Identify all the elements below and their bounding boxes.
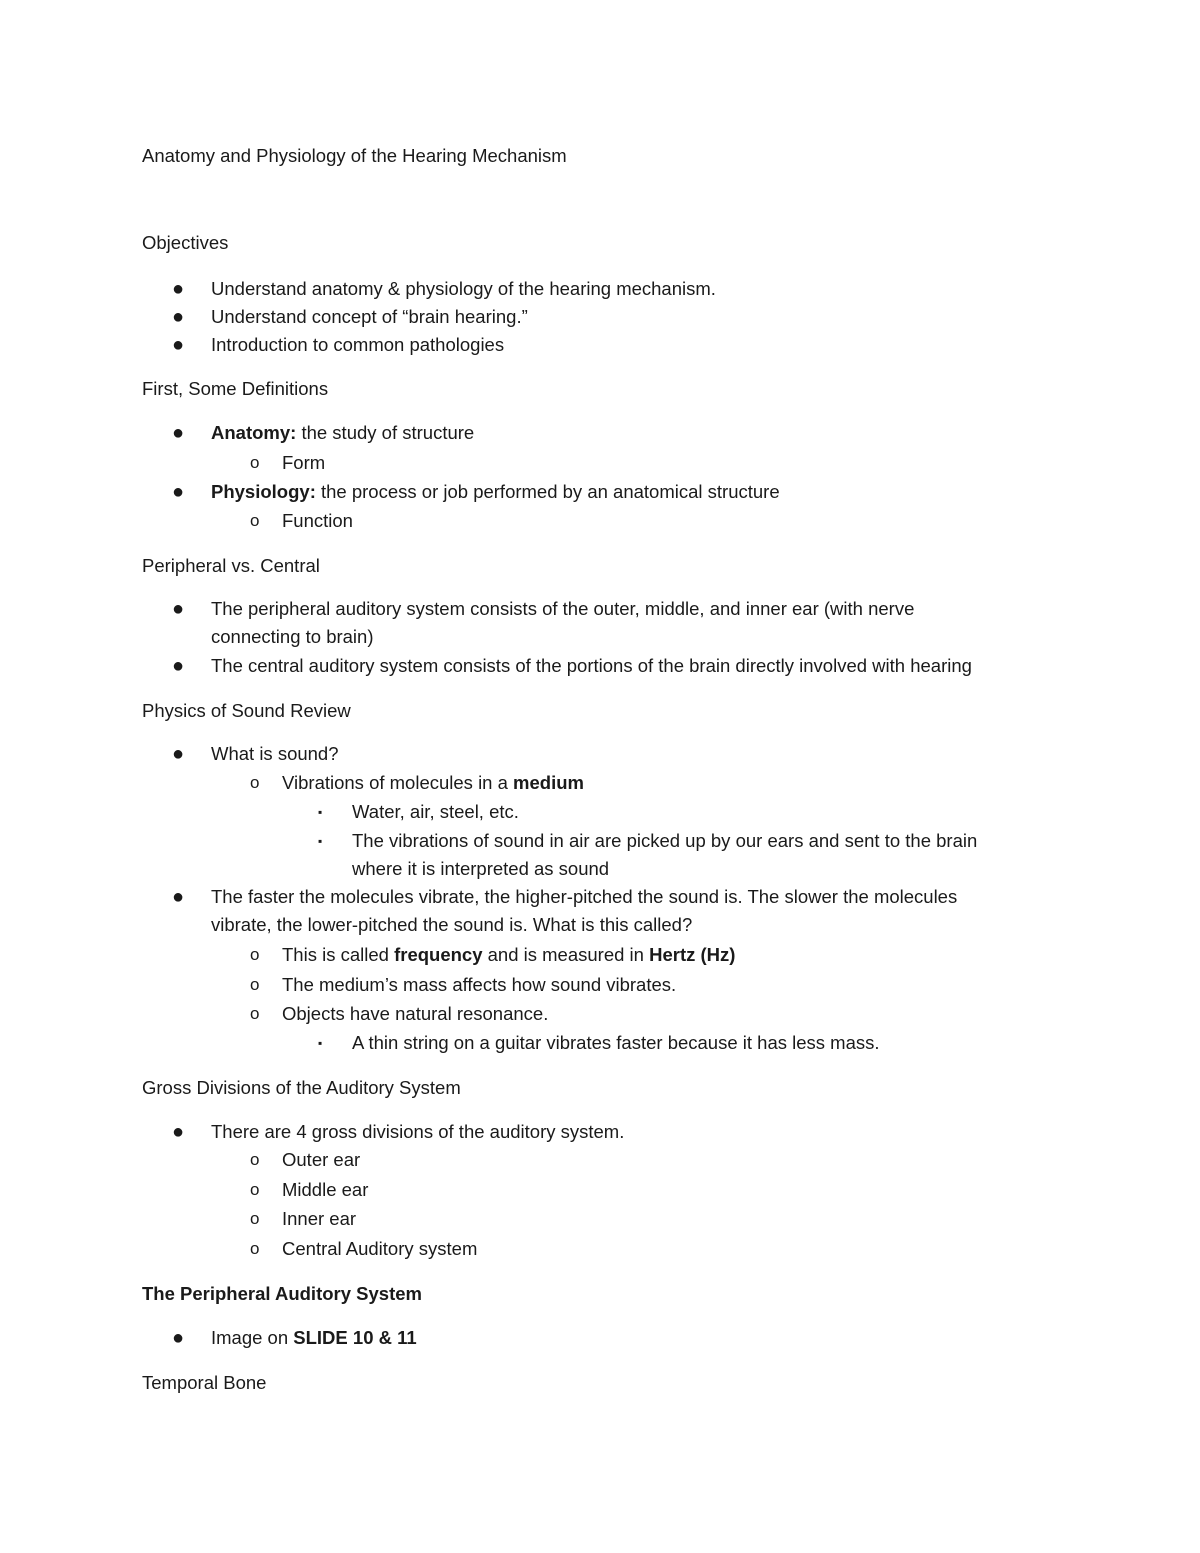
bullet-square-icon: ▪ [318,834,323,848]
bullet-circle-icon: o [250,511,260,530]
bullet-disc-icon: ● [172,422,185,444]
bullet-disc-icon: ● [172,306,185,328]
physics-faster-line: vibrate, the lower-pitched the sound is. What is this called? [211,914,693,935]
bullet-circle-icon: o [250,1180,260,1199]
term-medium: medium [513,772,584,793]
term-frequency: frequency [394,944,483,965]
bullet-disc-icon: ● [172,481,185,503]
peripheral-item-line: The peripheral auditory system consists of the outer, middle, and inner ear (with nerve [211,598,915,619]
temporal-heading: Temporal Bone [142,1372,267,1393]
peripheral-system-heading: The Peripheral Auditory System [142,1283,422,1304]
gross-heading: Gross Divisions of the Auditory System [142,1077,461,1098]
frequency-text-pre: This is called [282,944,395,965]
objectives-heading: Objectives [142,232,229,253]
physics-guitar: A thin string on a guitar vibrates faster because it has less mass. [352,1032,880,1053]
definition-physiology-sub: Function [282,510,353,531]
physics-vibrations [282,771,584,795]
bullet-disc-icon: ● [172,886,185,908]
peripheral-image-ref [211,1326,417,1350]
physics-resonance: Objects have natural resonance. [282,1003,549,1024]
bullet-disc-icon: ● [172,1121,185,1143]
physics-question: What is sound? [211,743,339,764]
physics-frequency [282,943,735,967]
gross-item: Inner ear [282,1208,357,1229]
gross-item: Middle ear [282,1179,369,1200]
objective-item: Understand anatomy & physiology of the hearing mechanism. [211,278,716,299]
central-item: The central auditory system consists of the portions of the brain directly involved with hearing [211,655,972,676]
physics-mass: The medium’s mass affects how sound vibrates. [282,974,677,995]
gross-intro: There are 4 gross divisions of the auditory system. [211,1121,625,1142]
physics-heading: Physics of Sound Review [142,700,351,721]
physics-picked-line: The vibrations of sound in air are picked up by our ears and sent to the brain [352,830,978,851]
bullet-circle-icon: o [250,773,260,792]
physics-faster-line: The faster the molecules vibrate, the higher-pitched the sound is. The slower the molecules [211,886,958,907]
physics-media: Water, air, steel, etc. [352,801,519,822]
bullet-circle-icon: o [250,945,260,964]
definitions-heading: First, Some Definitions [142,378,329,399]
term-anatomy: Anatomy: [211,422,297,443]
bullet-disc-icon: ● [172,743,185,765]
bullet-disc-icon: ● [172,334,185,356]
bullet-circle-icon: o [250,975,260,994]
bullet-disc-icon: ● [172,598,185,620]
peripheral-central-heading: Peripheral vs. Central [142,555,320,576]
gross-item: Outer ear [282,1149,361,1170]
bullet-square-icon: ▪ [318,1036,323,1050]
definition-anatomy-text: the study of structure [296,422,475,443]
definition-physiology-text: the process or job performed by an anatomical structure [315,481,780,502]
bullet-square-icon: ▪ [318,805,323,819]
term-physiology: Physiology: [211,481,316,502]
physics-picked-line: where it is interpreted as sound [352,858,610,879]
bullet-circle-icon: o [250,1209,260,1228]
bullet-circle-icon: o [250,1004,260,1023]
bullet-circle-icon: o [250,1150,260,1169]
definition-anatomy-sub: Form [282,452,326,473]
vibrations-text: Vibrations of molecules in a [282,772,514,793]
bullet-disc-icon: ● [172,655,185,677]
definition-anatomy [211,421,474,445]
bullet-disc-icon: ● [172,278,185,300]
definition-physiology [211,480,780,504]
bullet-disc-icon: ● [172,1327,185,1349]
term-hertz: Hertz (Hz) [649,944,736,965]
gross-item: Central Auditory system [282,1238,478,1259]
bullet-circle-icon: o [250,453,260,472]
objective-item: Introduction to common pathologies [211,334,505,355]
frequency-text-mid: and is measured in [482,944,650,965]
bullet-circle-icon: o [250,1239,260,1258]
document-title: Anatomy and Physiology of the Hearing Mechanism [142,145,567,166]
slide-ref: SLIDE 10 & 11 [293,1327,417,1348]
peripheral-item-line: connecting to brain) [211,626,374,647]
image-ref-text: Image on [211,1327,294,1348]
objective-item: Understand concept of “brain hearing.” [211,306,528,327]
